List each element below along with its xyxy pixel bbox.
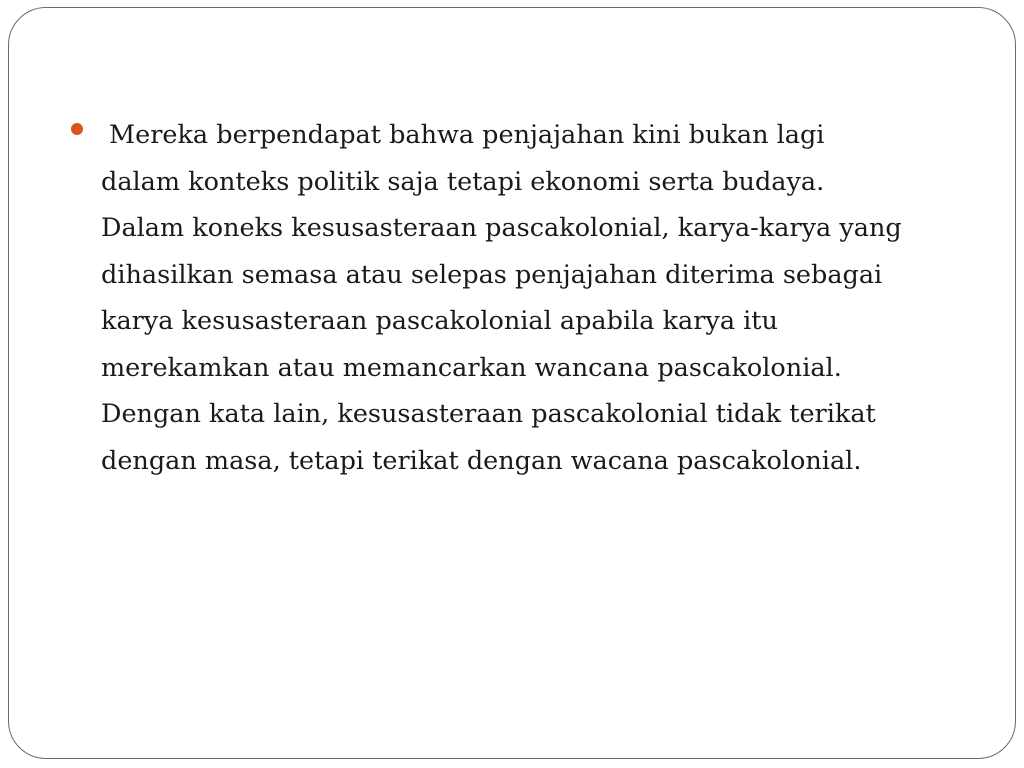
bullet-item xyxy=(71,112,971,484)
bullet-dot-icon xyxy=(71,123,83,135)
bullet-text-line: dengan masa, tetapi terikat dengan wacana pascakolonial. xyxy=(101,445,862,476)
bullet-paragraph xyxy=(101,112,971,484)
bullet-text-line: Dengan kata lain, kesusasteraan pascakolonial tidak terikat xyxy=(101,399,876,429)
bullet-text-line: karya kesusasteraan pascakolonial apabila karya itu xyxy=(101,306,778,336)
bullet-text-line: merekamkan atau memancarkan wancana pascakolonial. xyxy=(101,352,842,383)
bullet-text-line: Dalam koneks kesusasteraan pascakolonial, karya-karya yang xyxy=(101,213,902,243)
bullet-text-line: Mereka berpendapat bahwa penjajahan kini bukan lagi xyxy=(109,120,825,150)
slide-frame xyxy=(8,7,1016,759)
bullet-text-line: dalam konteks politik saja tetapi ekonomi serta budaya. xyxy=(101,166,825,197)
bullet-text-line: dihasilkan semasa atau selepas penjajahan diterima sebagai xyxy=(101,259,883,290)
slide-content xyxy=(71,112,971,484)
